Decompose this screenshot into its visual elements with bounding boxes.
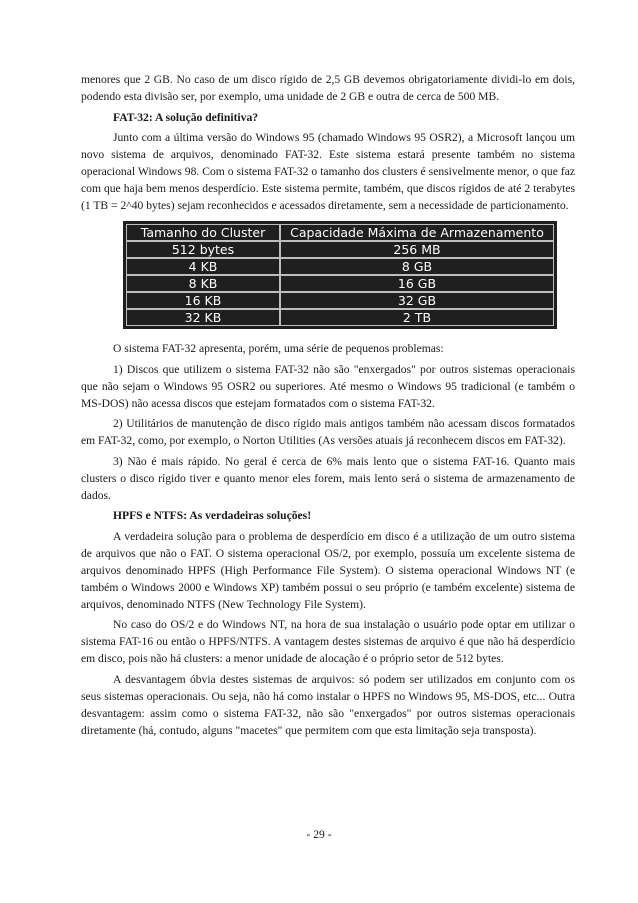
paragraph-hpfs-ntfs-disadvantage: A desvantagem óbvia destes sistemas de arquivos: só podem ser utilizados em conjunto com os seus sistemas operacionais. Ou seja, não há como instalar o HPFS no Windows 95, MS-DOS, etc... Outra desvantagem: assim como o sistema FAT-32, não são "enxergados" por outros sistemas operacionais diretamente (há, contudo, alguns "macetes" que permitem com que esta limitação seja transposta). [81,672,575,737]
cluster-capacity-table [123,221,557,329]
table-row [126,275,554,292]
table-header-cell: Tamanho do Cluster [126,224,280,241]
paragraph-hpfs-ntfs-intro: A verdadeira solução para o problema de desperdício em disco é a utilização de um outro sistema de arquivos que não o FAT. O sistema operacional OS/2, por exemplo, possuía um excelente sistema de arquivos denominado HPFS (High Performance File System). O sistema operacional Windows NT (e também o Windows 2000 e Windows XP) também possui o seu próprio (e também excelente) sistema de arquivos, denominado NTFS (New Technology File System). [81,529,575,611]
table-header-row [126,224,554,241]
table-cell: 32 KB [126,309,280,326]
document-page [81,71,575,742]
table-cell: 32 GB [280,292,554,309]
paragraph-problem-2: 2) Utilitários de manutenção de disco rígido mais antigos também não acessam discos formatados em FAT-32, como, por exemplo, o Norton Utilities (As versões atuais já reconhecem discos em FAT-32). [81,417,575,447]
paragraph-hpfs-ntfs-install: No caso do OS/2 e do Windows NT, na hora de sua instalação o usuário pode optar em utilizar o sistema FAT-16 ou então o HPFS/NTFS. A vantagem destes sistemas de arquivo é que não há desperdício em disco, pois não há clusters: a menor unidade de alocação é o próprio setor de 512 bytes. [81,618,575,665]
section-heading-fat32: FAT-32: A solução definitiva? [113,110,259,124]
table-row [126,258,554,275]
table-header-cell: Capacidade Máxima de Armazenamento [280,224,554,241]
paragraph-problem-3: 3) Não é mais rápido. No geral é cerca de 6% mais lento que o sistema FAT-16. Quanto mais clusters o disco rígido tiver e quanto menor eles forem, mais lento será o sistema de armazenamento de dados. [81,454,575,502]
paragraph-continuation: menores que 2 GB. No caso de um disco rígido de 2,5 GB devemos obrigatoriamente dividi-lo em dois, podendo esta divisão ser, por exemplo, uma unidade de 2 GB e outra de cerca de 500 MB. [81,73,575,103]
table-cell: 512 bytes [126,241,280,258]
table-cell: 4 KB [126,258,280,275]
table-cell: 256 MB [280,241,554,258]
table-cell: 8 GB [280,258,554,275]
table-cell: 2 TB [280,309,554,326]
table-cell: 16 KB [126,292,280,309]
table-row [126,309,554,326]
section-heading-hpfs-ntfs: HPFS e NTFS: As verdadeiras soluções! [113,509,312,522]
paragraph-problem-1: 1) Discos que utilizem o sistema FAT-32 não são "enxergados" por outros sistemas operacionais que não sejam o Windows 95 OSR2 ou superiores. Até mesmo o Windows 95 tradicional (e também o MS-DOS) não acessa discos que estejam formatados com o sistema FAT-32. [81,362,575,410]
paragraph-fat32-problems: O sistema FAT-32 apresenta, porém, uma série de pequenos problemas: [113,342,444,355]
paragraph-fat32-intro: Junto com a última versão do Windows 95 (chamado Windows 95 OSR2), a Microsoft lançou um novo sistema de arquivos, denominado FAT-32. Este sistema estará presente também no sistema operacional Windows 98. Com o sistema FAT-32 o tamanho dos clusters é sensivelmente menor, o que faz com que haja bem menos desperdício. Este sistema permite, também, que discos rígidos de até 2 terabytes (1 TB = 2^40 bytes) sejam reconhecidos e acessados diretamente, sem a necessidade de particionamento. [81,131,575,212]
page-number: - 29 - [306,828,332,841]
table-row [126,241,554,258]
table-cell: 16 GB [280,275,554,292]
table-row [126,292,554,309]
cluster-capacity-table-image [123,221,557,329]
table-cell: 8 KB [126,275,280,292]
